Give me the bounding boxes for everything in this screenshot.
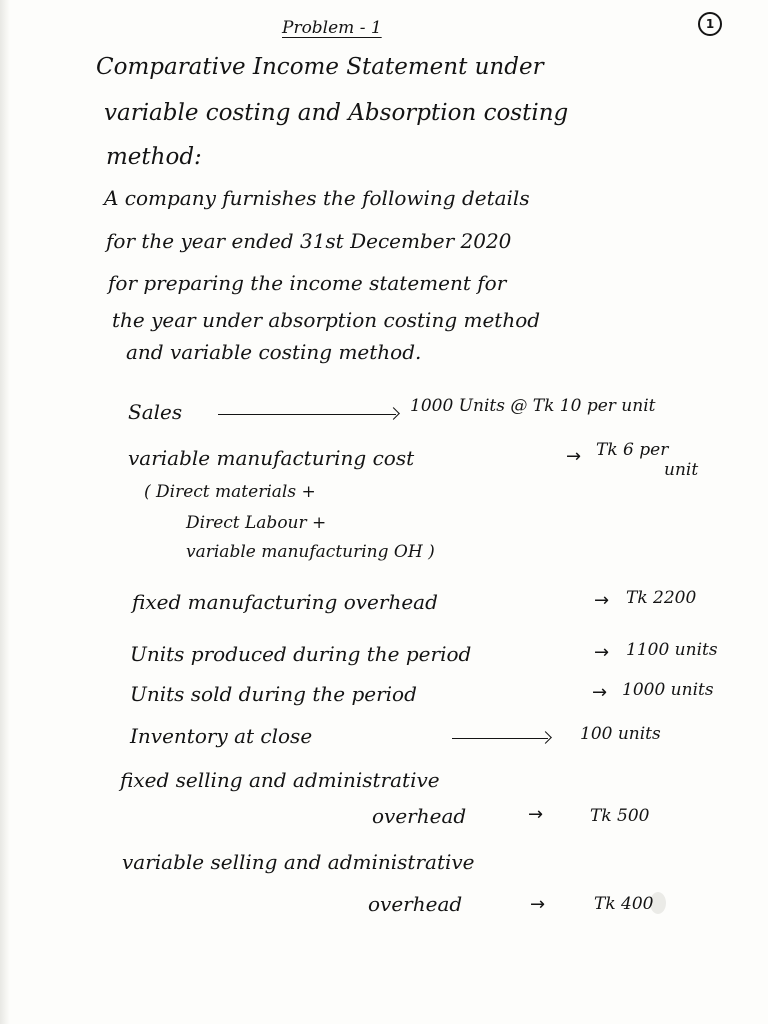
fmo-label: fixed manufacturing overhead	[132, 590, 438, 614]
sold-value: 1000 units	[622, 680, 714, 700]
fsa-label-line-2: overhead	[372, 804, 467, 828]
inventory-label: Inventory at close	[130, 724, 313, 748]
sales-value: 1000 Units @ Tk 10 per unit	[410, 396, 656, 416]
vsa-arrow-icon: →	[530, 894, 546, 915]
vsa-label-line-1: variable selling and administrative	[122, 850, 475, 874]
vmc-label: variable manufacturing cost	[128, 446, 415, 470]
produced-label: Units produced during the period	[130, 642, 472, 666]
page-number-badge: 1	[698, 12, 722, 36]
vmc-arrow-icon: →	[566, 446, 582, 467]
sold-arrow-icon: →	[592, 682, 608, 703]
fsa-value: Tk 500	[590, 806, 650, 826]
produced-value: 1100 units	[626, 640, 718, 660]
vmc-note-overhead: variable manufacturing OH )	[186, 542, 435, 562]
fmo-value: Tk 2200	[626, 588, 697, 608]
sales-arrow-icon	[218, 414, 396, 415]
sold-label: Units sold during the period	[130, 682, 417, 706]
vmc-value-unit: unit	[664, 460, 699, 480]
intro-line-2: for the year ended 31st December 2020	[106, 229, 512, 253]
vsa-label-line-2: overhead	[368, 892, 463, 916]
intro-line-3: for preparing the income statement for	[108, 271, 507, 295]
heading-line-3: method:	[106, 144, 202, 170]
fmo-arrow-icon: →	[594, 590, 610, 611]
fsa-arrow-icon: →	[528, 804, 544, 825]
inventory-value: 100 units	[580, 724, 661, 744]
vmc-note-materials: ( Direct materials +	[144, 482, 316, 502]
inventory-arrow-icon	[452, 738, 548, 739]
sales-label: Sales	[128, 400, 183, 424]
produced-arrow-icon: →	[594, 642, 610, 663]
vmc-value: Tk 6 per	[596, 440, 669, 460]
page-edge-shadow	[0, 0, 10, 1024]
intro-line-1: A company furnishes the following details	[104, 186, 530, 210]
heading-line-2: variable costing and Absorption costing	[104, 100, 569, 126]
vsa-value: Tk 400	[594, 894, 654, 914]
vmc-note-labour: Direct Labour +	[186, 513, 327, 533]
intro-line-5: and variable costing method.	[126, 340, 422, 364]
intro-line-4: the year under absorption costing method	[112, 308, 541, 332]
fsa-label-line-1: fixed selling and administrative	[120, 768, 440, 792]
heading-line-1: Comparative Income Statement under	[96, 54, 544, 80]
problem-title: Problem - 1	[282, 18, 382, 38]
